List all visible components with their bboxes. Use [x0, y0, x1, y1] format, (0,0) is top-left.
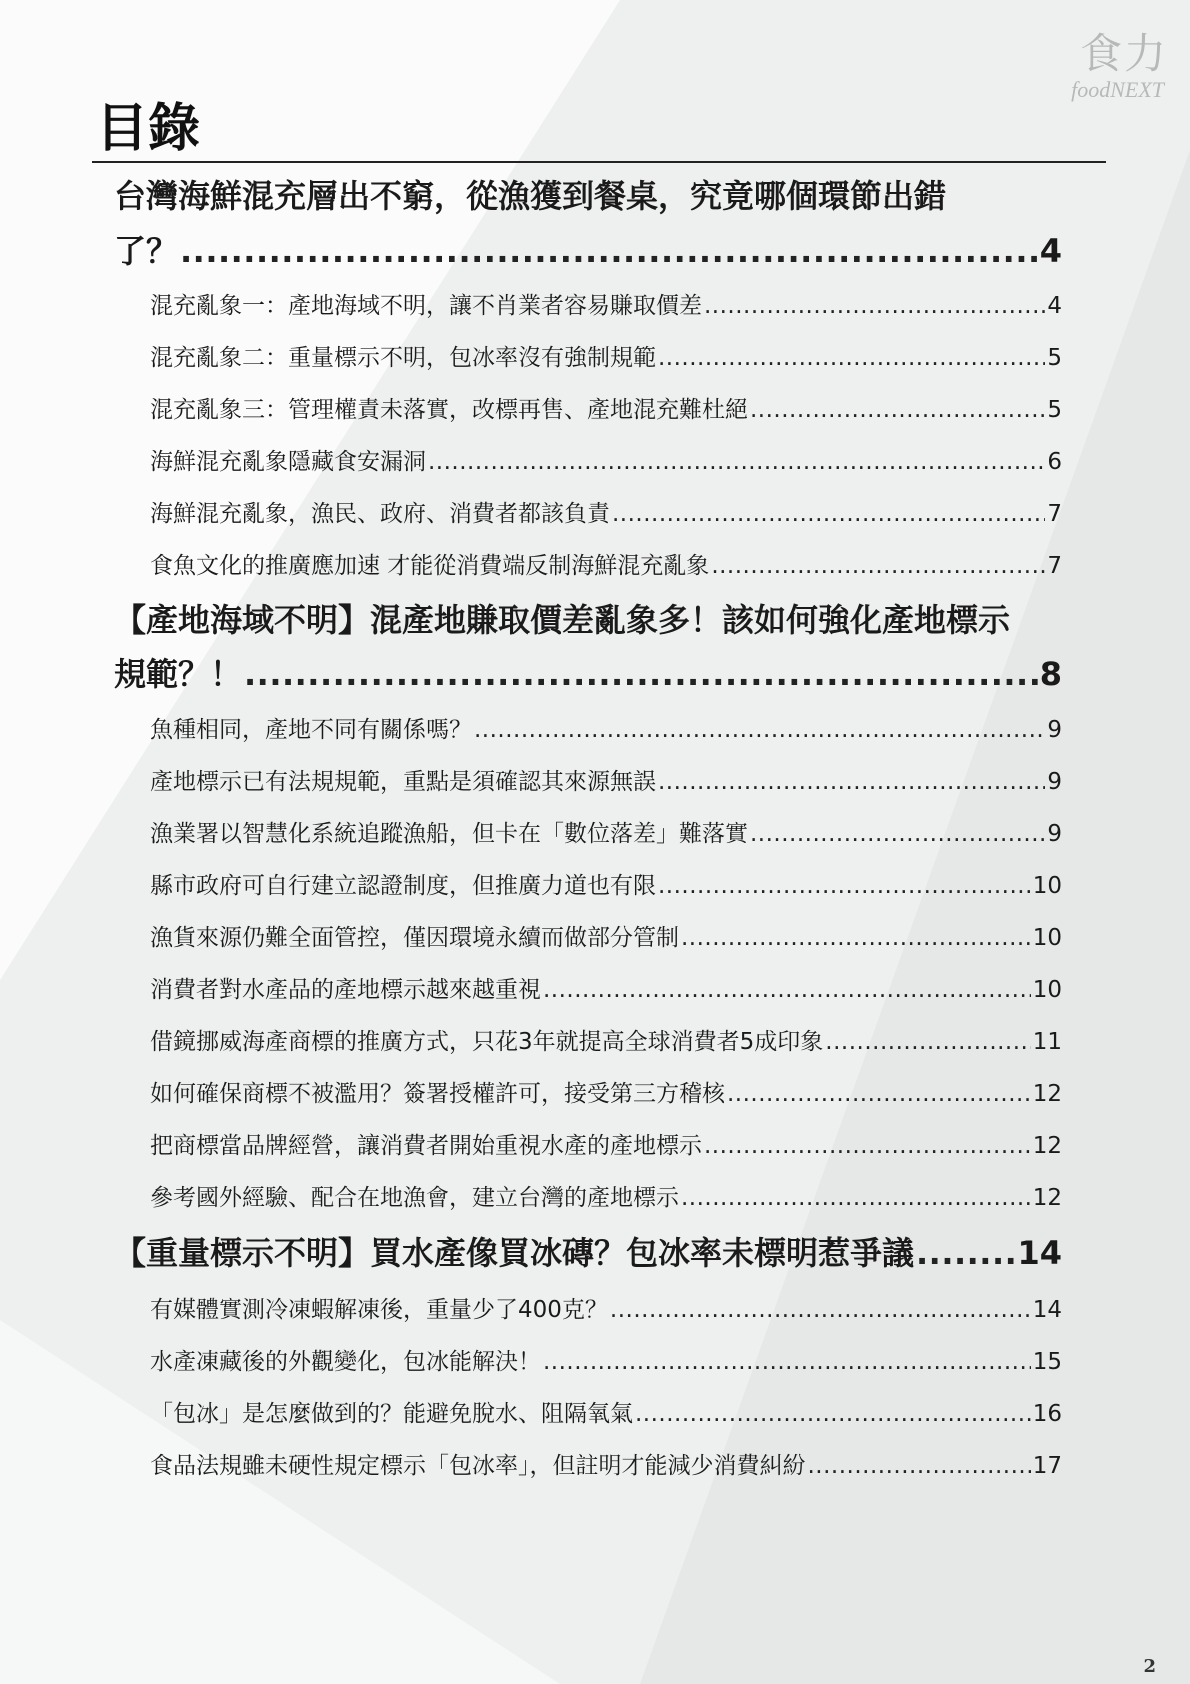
toc-section-3-page: 14 [1017, 1234, 1062, 1272]
toc-item[interactable] [150, 343, 1062, 373]
toc-item-text: 水產凍藏後的外觀變化，包冰能解決！ [150, 1349, 541, 1375]
toc-item-page: 10 [1032, 873, 1062, 899]
toc-item-text: 參考國外經驗、配合在地漁會，建立台灣的產地標示 [150, 1185, 679, 1211]
dot-leader [658, 871, 1031, 901]
dot-leader [727, 1079, 1031, 1109]
dot-leader [750, 395, 1045, 425]
toc-section-1-page: 4 [1039, 232, 1062, 270]
toc-section-2-entry[interactable] [114, 654, 1062, 694]
brand-logo [1058, 28, 1168, 104]
toc-item-text: 混充亂象二：重量標示不明，包冰率沒有強制規範 [150, 345, 656, 371]
toc-item-text: 把商標當品牌經營，讓消費者開始重視水產的產地標示 [150, 1133, 702, 1159]
dot-leader [711, 551, 1045, 581]
dot-leader [750, 819, 1045, 849]
toc-item[interactable] [150, 551, 1062, 581]
dot-leader [543, 975, 1031, 1005]
toc-section-2-title-line1[interactable]: 【產地海域不明】混產地賺取價差亂象多！該如何強化產地標示 [114, 601, 1011, 639]
toc-item-page: 9 [1047, 717, 1062, 743]
toc-item[interactable] [150, 1295, 1062, 1325]
toc-item-page: 5 [1047, 397, 1062, 423]
toc-item-page: 4 [1047, 293, 1062, 319]
dot-leader [635, 1399, 1031, 1429]
toc-item-text: 食品法規雖未硬性規定標示「包冰率」，但註明才能減少消費糾紛 [150, 1453, 806, 1479]
toc-section-2-title-line2: 規範？！ [114, 655, 243, 693]
toc-item[interactable] [150, 447, 1062, 477]
toc-item-text: 縣市政府可自行建立認證制度，但推廣力道也有限 [150, 873, 656, 899]
page-number: 2 [1143, 1656, 1156, 1677]
page-title: 目錄 [96, 98, 201, 159]
toc-item-text: 混充亂象一：產地海域不明，讓不肖業者容易賺取價差 [150, 293, 702, 319]
dot-leader [704, 1131, 1031, 1161]
toc-item-page: 6 [1047, 449, 1062, 475]
toc-item-text: 魚種相同，產地不同有關係嗎？ [150, 717, 472, 743]
toc-item-page: 12 [1032, 1081, 1062, 1107]
dot-leader [681, 1183, 1031, 1213]
toc-item[interactable] [150, 715, 1062, 745]
toc-item[interactable] [150, 975, 1062, 1005]
toc-item[interactable] [150, 819, 1062, 849]
toc-item-text: 食魚文化的推廣應加速 才能從消費端反制海鮮混充亂象 [150, 553, 710, 579]
logo-chinese-text: 食力 [1079, 29, 1168, 78]
toc-item[interactable] [150, 1451, 1062, 1481]
toc-item-text: 產地標示已有法規規範，重點是須確認其來源無誤 [150, 769, 656, 795]
dot-leader [681, 923, 1031, 953]
dot-leader [704, 291, 1045, 321]
dot-leader [543, 1347, 1031, 1377]
toc-section-3-entry[interactable] [114, 1233, 1062, 1273]
dot-leader [808, 1451, 1031, 1481]
toc-item-text: 混充亂象三：管理權責未落實，改標再售、產地混充難杜絕 [150, 397, 748, 423]
dot-leader [916, 1233, 1015, 1273]
toc-item-text: 有媒體實測冷凍蝦解凍後，重量少了400克？ [150, 1297, 608, 1323]
toc-item-page: 16 [1032, 1401, 1062, 1427]
toc-item[interactable] [150, 1399, 1062, 1429]
toc-item-page: 9 [1047, 821, 1062, 847]
dot-leader [428, 447, 1045, 477]
toc-item-page: 10 [1032, 977, 1062, 1003]
toc-item-text: 消費者對水產品的產地標示越來越重視 [150, 977, 541, 1003]
toc-item[interactable] [150, 1183, 1062, 1213]
dot-leader [612, 499, 1045, 529]
toc-item-text: 如何確保商標不被濫用？簽署授權許可，接受第三方稽核 [150, 1081, 725, 1107]
toc-item-page: 10 [1032, 925, 1062, 951]
title-divider [92, 161, 1106, 163]
toc-section-1-entry[interactable] [114, 231, 1062, 271]
toc-section-1-title-line2: 了？ [114, 232, 179, 270]
toc-item[interactable] [150, 767, 1062, 797]
toc-item-page: 7 [1047, 501, 1062, 527]
toc-item-text: 漁貨來源仍難全面管控，僅因環境永續而做部分管制 [150, 925, 679, 951]
toc-item-page: 15 [1032, 1349, 1062, 1375]
toc-item[interactable] [150, 1079, 1062, 1109]
toc-item[interactable] [150, 499, 1062, 529]
toc-item-page: 7 [1047, 553, 1062, 579]
dot-leader [180, 231, 1038, 271]
toc-section-3-title: 【重量標示不明】買水產像買冰磚？包冰率未標明惹爭議 [114, 1234, 915, 1272]
toc-item[interactable] [150, 1131, 1062, 1161]
toc-item-text: 海鮮混充亂象隱藏食安漏洞 [150, 449, 426, 475]
toc-item-page: 11 [1032, 1029, 1062, 1055]
toc-item-text: 借鏡挪威海產商標的推廣方式，只花3年就提高全球消費者5成印象 [150, 1029, 824, 1055]
toc-item-text: 「包冰」是怎麼做到的？能避免脫水、阻隔氧氣 [150, 1401, 633, 1427]
toc-item-page: 5 [1047, 345, 1062, 371]
dot-leader [244, 654, 1038, 694]
toc-item[interactable] [150, 291, 1062, 321]
toc-item[interactable] [150, 923, 1062, 953]
toc-item-text: 海鮮混充亂象，漁民、政府、消費者都該負責 [150, 501, 610, 527]
toc-item[interactable] [150, 1347, 1062, 1377]
dot-leader [658, 767, 1045, 797]
toc-item-page: 12 [1032, 1185, 1062, 1211]
toc-item-text: 漁業署以智慧化系統追蹤漁船，但卡在「數位落差」難落實 [150, 821, 748, 847]
dot-leader [658, 343, 1045, 373]
toc-section-2-page: 8 [1039, 655, 1062, 693]
logo-english-text: foodNEXT [1071, 77, 1164, 102]
toc-item[interactable] [150, 395, 1062, 425]
toc-item-page: 12 [1032, 1133, 1062, 1159]
dot-leader [474, 715, 1045, 745]
toc-item-page: 17 [1032, 1453, 1062, 1479]
dot-leader [825, 1027, 1030, 1057]
toc-item[interactable] [150, 1027, 1062, 1057]
toc-item-page: 14 [1032, 1297, 1062, 1323]
toc-section-1-title-line1[interactable]: 台灣海鮮混充層出不窮，從漁獲到餐桌，究竟哪個環節出錯 [114, 177, 947, 215]
toc-item[interactable] [150, 871, 1062, 901]
toc-item-page: 9 [1047, 769, 1062, 795]
dot-leader [610, 1295, 1031, 1325]
